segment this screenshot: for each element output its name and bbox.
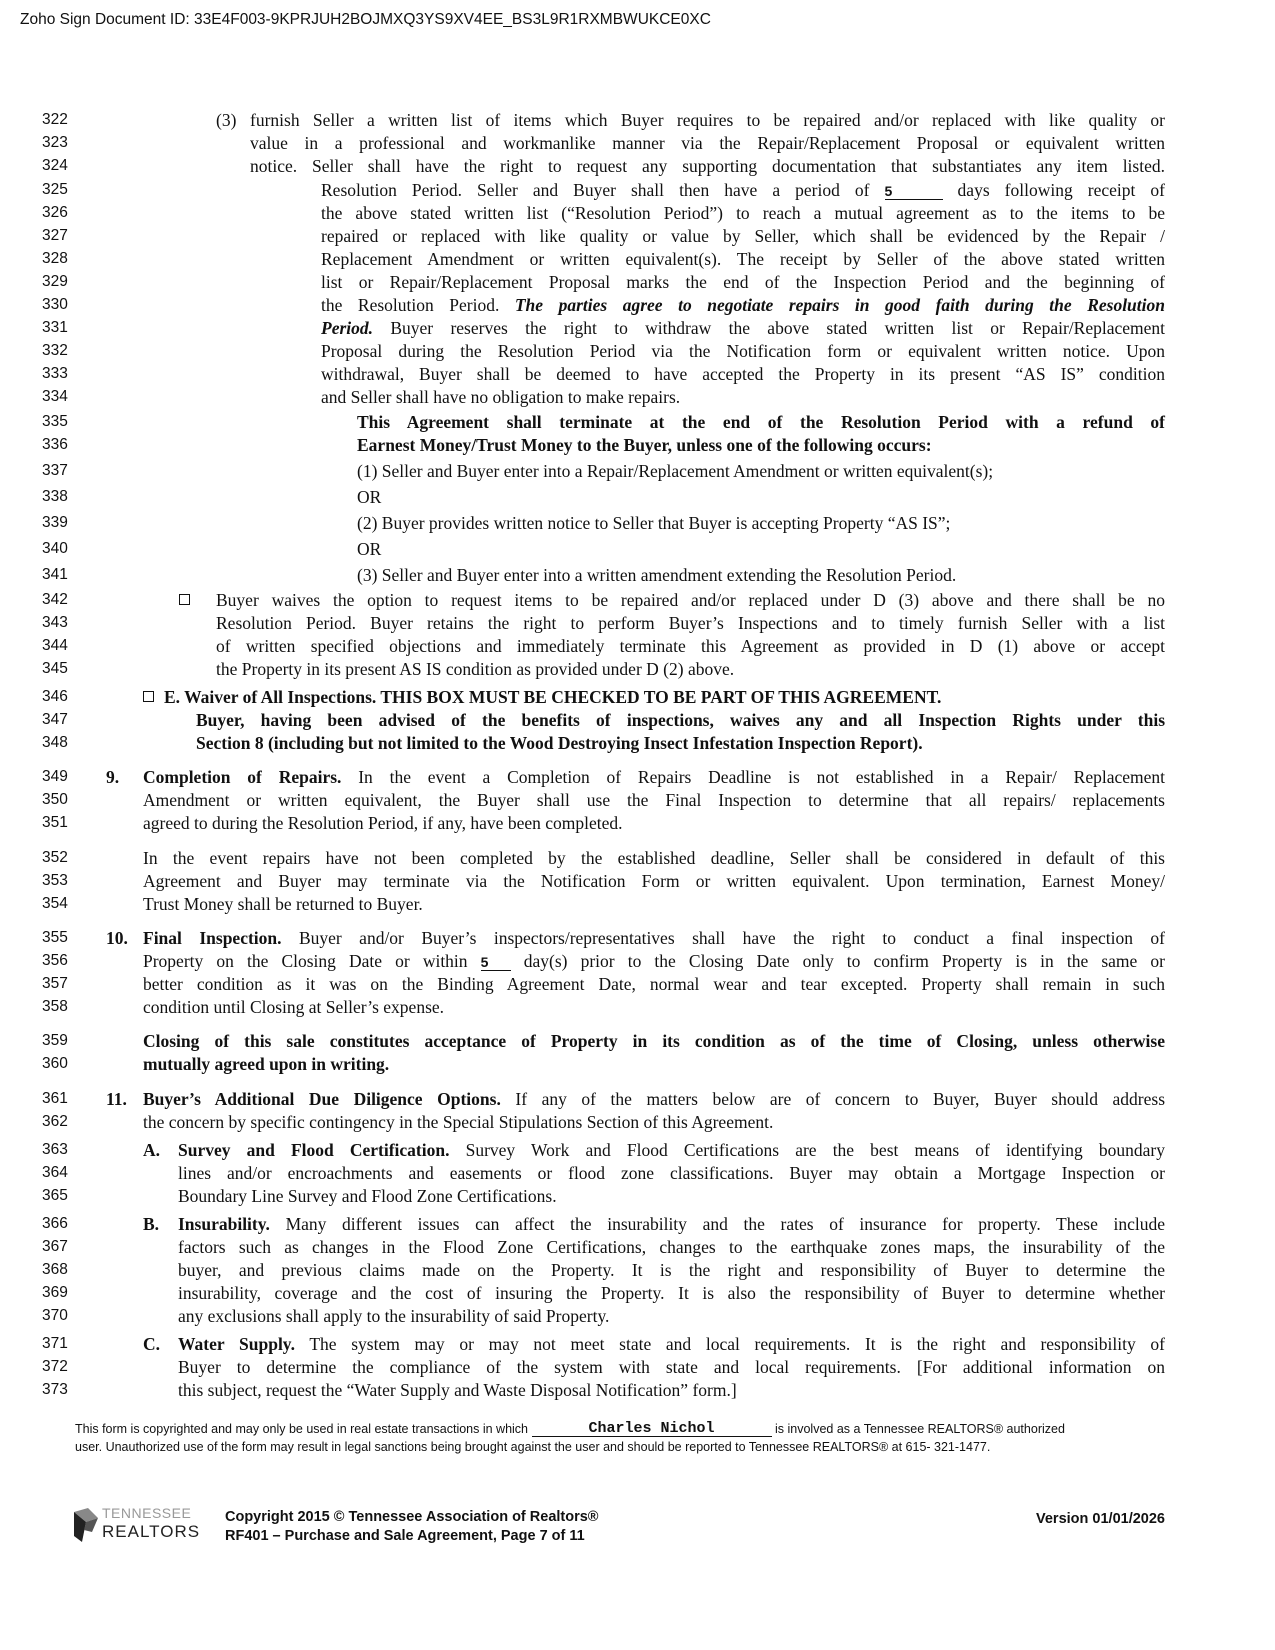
line-number: 355: [42, 929, 68, 946]
line-number: 351: [42, 814, 68, 831]
line-number: 347: [42, 711, 68, 728]
text-line: withdrawal, Buyer shall be deemed to have accepted the Property in its present “AS IS” condition: [321, 364, 1165, 384]
line-number: 339: [42, 514, 68, 531]
line-number: 369: [42, 1284, 68, 1301]
waive-repairs-checkbox[interactable]: [179, 590, 196, 610]
line-number: 373: [42, 1381, 68, 1398]
line-number: 346: [42, 688, 68, 705]
line-number: 328: [42, 250, 68, 267]
text-line: notice. Seller shall have the right to request any supporting documentation that substantiates any item listed.: [250, 156, 1165, 176]
text-line: of written specified objections and immediately terminate this Agreement as provided in D (1) above or accept: [216, 636, 1165, 656]
text-line: Buyer waives the option to request items to be repaired and/or replaced under D (3) above and there shall be no: [216, 590, 1165, 610]
line-number: 363: [42, 1141, 68, 1158]
line-number: 335: [42, 413, 68, 430]
line-number: 344: [42, 637, 68, 654]
line-number: 370: [42, 1307, 68, 1324]
line-number: 322: [42, 111, 68, 128]
text-line: factors such as changes in the Flood Zone Certifications, changes to the earthquake zones maps, the insurability of the: [178, 1237, 1165, 1257]
item-number: (3): [216, 110, 237, 130]
line-number: 330: [42, 296, 68, 313]
text-line: any exclusions shall apply to the insurability of said Property.: [178, 1306, 610, 1326]
text-line: Completion of Repairs. In the event a Completion of Repairs Deadline is not established in a Repair/ Replacement: [143, 767, 1166, 787]
final-inspection-days-field: 5: [481, 955, 511, 971]
line-number: 368: [42, 1261, 68, 1278]
line-number: 327: [42, 227, 68, 244]
copyright-line: Copyright 2015 © Tennessee Association of Realtors®: [225, 1509, 599, 1525]
text-line: the Resolution Period. The parties agree to negotiate repairs in good faith during the Resolution: [321, 295, 1165, 315]
text-line: (2) Buyer provides written notice to Seller that Buyer is accepting Property “AS IS”;: [357, 513, 951, 533]
text-line: Earnest Money/Trust Money to the Buyer, unless one of the following occurs:: [357, 435, 932, 455]
text-line: Resolution Period. Seller and Buyer shall then have a period of 5 days following receipt of: [321, 180, 1166, 200]
text-line: Boundary Line Survey and Flood Zone Certifications.: [178, 1186, 557, 1206]
line-number: 365: [42, 1187, 68, 1204]
line-number: 337: [42, 462, 68, 479]
text-line: the Property in its present AS IS condition as provided under D (2) above.: [216, 659, 735, 679]
text-line: Proposal during the Resolution Period via the Notification form or equivalent written notice. Upon: [321, 341, 1165, 361]
text-line: this subject, request the “Water Supply and Waste Disposal Notification” form.]: [178, 1380, 737, 1400]
line-number: 329: [42, 273, 68, 290]
line-number: 345: [42, 660, 68, 677]
line-number: 326: [42, 204, 68, 221]
text-line: furnish Seller a written list of items which Buyer requires to be repaired and/or replaced with like quality or: [250, 110, 1165, 130]
line-number: 367: [42, 1238, 68, 1255]
text-line: lines and/or encroachments and easements or flood zone classifications. Buyer may obtain a Mortgage Inspection or: [178, 1163, 1165, 1183]
text-line: Water Supply. The system may or may not meet state and local requirements. It is the right and responsibility of: [178, 1334, 1165, 1354]
text-line: (1) Seller and Buyer enter into a Repair/Replacement Amendment or written equivalent(s);: [357, 461, 994, 481]
line-number: 359: [42, 1032, 68, 1049]
line-number: 366: [42, 1215, 68, 1232]
text-line: Period. Buyer reserves the right to withdraw the above stated written list or Repair/Replacement: [321, 318, 1165, 338]
line-number: 338: [42, 488, 68, 505]
copyright-notice: This form is copyrighted and may only be used in real estate transactions in which Charles Nichol is involved as a Tennessee REALTORS® authorized: [75, 1420, 1065, 1437]
realtors-mark-icon: [72, 1506, 100, 1544]
version-label: Version 01/01/2026: [1036, 1511, 1165, 1527]
line-number: 364: [42, 1164, 68, 1181]
subsection-letter: B.: [143, 1214, 160, 1234]
line-number: 362: [42, 1113, 68, 1130]
text-line: buyer, and previous claims made on the Property. It is the right and responsibility of Buyer to determine the: [178, 1260, 1165, 1280]
text-line: value in a professional and workmanlike manner via the Repair/Replacement Proposal or equivalent written: [250, 133, 1165, 153]
text-line: Trust Money shall be returned to Buyer.: [143, 894, 423, 914]
licensee-name-field: Charles Nichol: [532, 1422, 772, 1437]
text-line: Replacement Amendment or written equivalent(s). The receipt by Seller of the above stated written: [321, 249, 1165, 269]
text-line: Survey and Flood Certification. Survey Work and Flood Certifications are the best means of identifying boundary: [178, 1140, 1166, 1160]
text-line: the above stated written list (“Resolution Period”) to reach a mutual agreement as to the items to be: [321, 203, 1165, 223]
copyright-notice-line2: user. Unauthorized use of the form may result in legal sanctions being brought against the user and should be reported to Tennessee REALTORS® at 615- 321-1477.: [75, 1440, 991, 1454]
text-line: agreed to during the Resolution Period, if any, have been completed.: [143, 813, 623, 833]
text-line: This Agreement shall terminate at the end of the Resolution Period with a refund of: [357, 412, 1165, 432]
line-number: 340: [42, 540, 68, 557]
line-number: 361: [42, 1090, 68, 1107]
text-line: mutually agreed upon in writing.: [143, 1054, 390, 1074]
text-line: condition until Closing at Seller’s expense.: [143, 997, 445, 1017]
resolution-days-field: 5: [885, 184, 943, 200]
line-number: 354: [42, 895, 68, 912]
line-number: 331: [42, 319, 68, 336]
section-number: 10.: [106, 928, 128, 948]
section-number: 9.: [106, 767, 120, 787]
line-number: 336: [42, 436, 68, 453]
line-number: 350: [42, 791, 68, 808]
text-line: OR: [357, 539, 382, 559]
text-line: OR: [357, 487, 382, 507]
text-line: repaired or replaced with like quality or value by Seller, which shall be evidenced by the Repair /: [321, 226, 1165, 246]
line-number: 358: [42, 998, 68, 1015]
text-line: insurability, coverage and the cost of insuring the Property. It is also the responsibility of Buyer to determine whether: [178, 1283, 1165, 1303]
text-line: Agreement and Buyer may terminate via the Notification Form or written equivalent. Upon termination, Earnest Money/: [143, 871, 1165, 891]
section-heading: E. Waiver of All Inspections. THIS BOX MUST BE CHECKED TO BE PART OF THIS AGREEMENT.: [164, 687, 942, 707]
line-number: 334: [42, 388, 68, 405]
checkbox-icon[interactable]: [143, 691, 154, 702]
document-id: Zoho Sign Document ID: 33E4F003-9KPRJUH2BOJMXQ3YS9XV4EE_BS3L9R1RXMBWUKCE0XC: [20, 11, 711, 28]
text-line: Buyer, having been advised of the benefits of inspections, waives any and all Inspection Rights under this: [196, 710, 1165, 730]
checkbox-icon[interactable]: [179, 594, 190, 605]
line-number: 333: [42, 365, 68, 382]
line-number: 323: [42, 134, 68, 151]
subsection-letter: A.: [143, 1140, 161, 1160]
text-line: Section 8 (including but not limited to the Wood Destroying Insect Infestation Inspection Report).: [196, 733, 923, 753]
line-number: 324: [42, 157, 68, 174]
line-number: 356: [42, 952, 68, 969]
line-number: 348: [42, 734, 68, 751]
line-number: 341: [42, 566, 68, 583]
line-number: 343: [42, 614, 68, 631]
line-number: 353: [42, 872, 68, 889]
text-line: Property on the Closing Date or within 5 day(s) prior to the Closing Date only to confirm Property is in the same or: [143, 951, 1165, 971]
text-line: Final Inspection. Buyer and/or Buyer’s inspectors/representatives shall have the right to conduct a final inspection of: [143, 928, 1165, 948]
form-page-label: RF401 – Purchase and Sale Agreement, Page 7 of 11: [225, 1528, 585, 1544]
text-line: Insurability. Many different issues can affect the insurability and the rates of insurance for property. These include: [178, 1214, 1165, 1234]
line-number: 325: [42, 181, 68, 198]
text-line: list or Repair/Replacement Proposal marks the end of the Inspection Period and the beginning of: [321, 272, 1165, 292]
text-line: Amendment or written equivalent, the Buyer shall use the Final Inspection to determine that all repairs/ replacements: [143, 790, 1165, 810]
text-line: Buyer’s Additional Due Diligence Options. If any of the matters below are of concern to Buyer, Buyer should address: [143, 1089, 1166, 1109]
line-number: 352: [42, 849, 68, 866]
text-line: the concern by specific contingency in the Special Stipulations Section of this Agreement.: [143, 1112, 774, 1132]
waive-inspections-checkbox[interactable]: [143, 687, 160, 707]
text-line: (3) Seller and Buyer enter into a written amendment extending the Resolution Period.: [357, 565, 957, 585]
text-line: Closing of this sale constitutes acceptance of Property in its condition as of the time of Closing, unless otherwise: [143, 1031, 1165, 1051]
line-number: 342: [42, 591, 68, 608]
line-number: 371: [42, 1335, 68, 1352]
subsection-letter: C.: [143, 1334, 161, 1354]
line-number: 349: [42, 768, 68, 785]
text-line: In the event repairs have not been completed by the established deadline, Seller shall be considered in default of this: [143, 848, 1165, 868]
line-number: 357: [42, 975, 68, 992]
text-line: Buyer to determine the compliance of the system with state and local requirements. [For additional information on: [178, 1357, 1165, 1377]
section-number: 11.: [106, 1089, 127, 1109]
text-line: and Seller shall have no obligation to make repairs.: [321, 387, 681, 407]
line-number: 360: [42, 1055, 68, 1072]
line-number: 332: [42, 342, 68, 359]
tennessee-realtors-logo: TENNESSEE REALTORS: [72, 1502, 212, 1550]
line-number: 372: [42, 1358, 68, 1375]
text-line: better condition as it was on the Binding Agreement Date, normal wear and tear excepted. Property shall remain in such: [143, 974, 1165, 994]
text-line: Resolution Period. Buyer retains the right to perform Buyer’s Inspections and to timely furnish Seller with a list: [216, 613, 1165, 633]
